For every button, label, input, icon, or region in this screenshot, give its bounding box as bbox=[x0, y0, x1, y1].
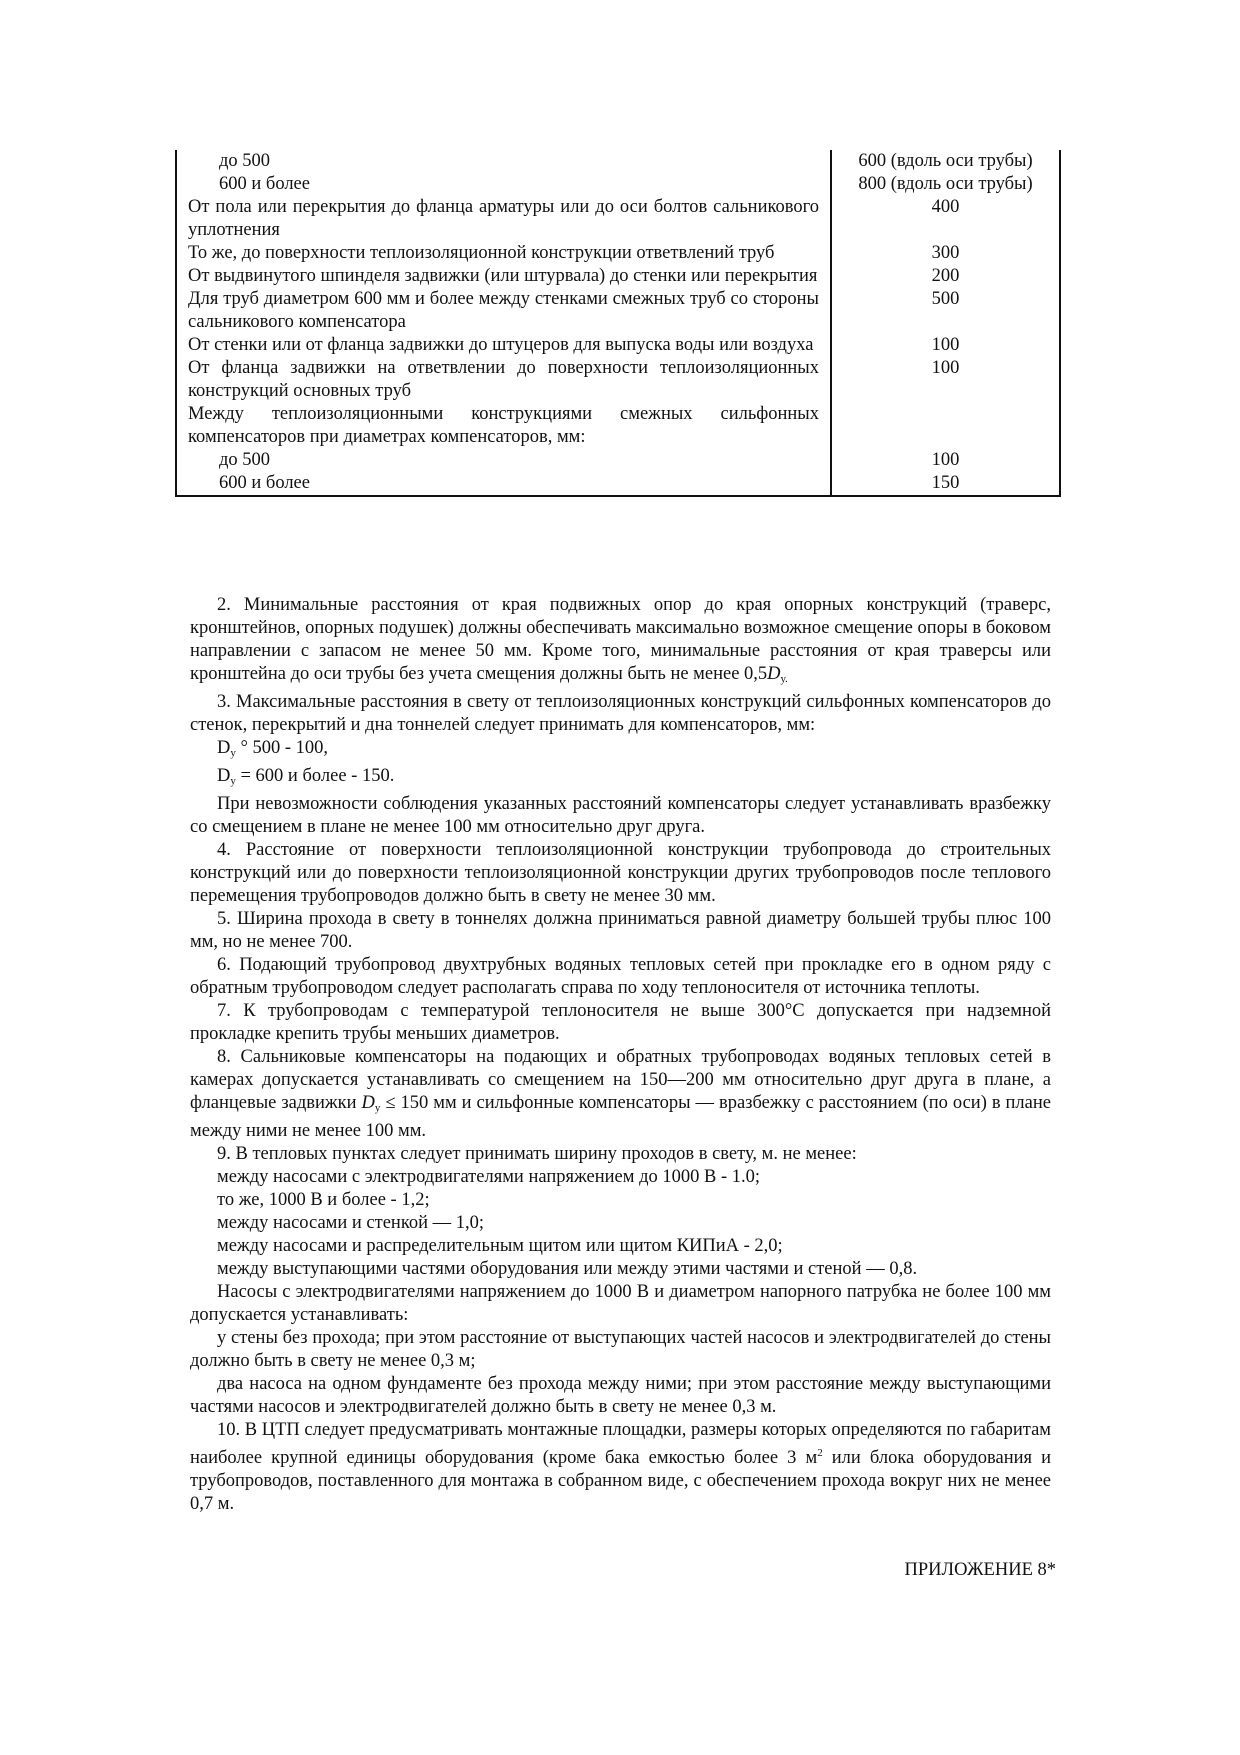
formula-2 bbox=[190, 765, 1051, 793]
row-label: От фланца задвижки на ответвлении до поверхности теплоизоляционных конструкций основных труб bbox=[176, 357, 831, 403]
note-3: 3. Максимальные расстояния в свету от теплоизоляционных конструкций сильфонных компенсаторов до стенок, перекрытий и дна тоннелей следует принимать для компенсаторов, мм: bbox=[190, 692, 1051, 735]
note-3b: При невозможности соблюдения указанных расстояний компенсаторы следует устанавливать вразбежку со смещением в плане не менее 100 мм относительно друг друга. bbox=[190, 794, 1051, 837]
note-9-item: между выступающими частями оборудования или между этими частями и стеной — 0,8. bbox=[217, 1259, 918, 1279]
row-label: Для труб диаметром 600 мм и более между стенками смежных труб со стороны сальникового компенсатора bbox=[176, 288, 831, 334]
row-value: 800 (вдоль оси трубы) bbox=[831, 173, 1060, 196]
row-value: 600 (вдоль оси трубы) bbox=[831, 150, 1060, 173]
subscript: у bbox=[374, 1102, 381, 1114]
note-text: ° 500 - 100, bbox=[235, 738, 329, 758]
note-text: 10. В ЦТП следует предусматривать монтажные площадки, размеры которых определяются по габаритам наиболее крупной единицы оборудования (кроме бака емкостью более 3 м bbox=[190, 1420, 1051, 1469]
note-9c: у стены без прохода; при этом расстояние от выступающих частей насосов и электродвигателей до стены должно быть в свету не менее 0,3 м; bbox=[190, 1328, 1051, 1371]
table-row bbox=[176, 334, 1060, 357]
row-label: 600 и более bbox=[176, 173, 831, 196]
table-row bbox=[176, 288, 1060, 334]
subscript: у bbox=[230, 775, 236, 787]
row-label: до 500 bbox=[176, 449, 831, 472]
note-8 bbox=[190, 1046, 1051, 1143]
row-value: 100 bbox=[831, 357, 1060, 403]
note-9-item: то же, 1000 В и более - 1,2; bbox=[217, 1190, 430, 1210]
note-9-item: между насосами с электродвигателями напряжением до 1000 В - 1.0; bbox=[217, 1167, 760, 1187]
table-row bbox=[176, 265, 1060, 288]
table-row bbox=[176, 150, 1060, 173]
row-value: 400 bbox=[831, 196, 1060, 242]
row-label: 600 и более bbox=[176, 472, 831, 496]
row-label: до 500 bbox=[176, 150, 831, 173]
table-row bbox=[176, 357, 1060, 403]
row-value: 100 bbox=[831, 449, 1060, 472]
row-value: 300 bbox=[831, 242, 1060, 265]
row-label: От стенки или от фланца задвижки до штуцеров для выпуска воды или воздуха bbox=[176, 334, 831, 357]
table-row bbox=[176, 196, 1060, 242]
row-value: 500 bbox=[831, 288, 1060, 334]
note-text: D bbox=[361, 1093, 375, 1113]
note-text: или блока оборудования и трубопроводов, поставленного для монтажа в собранном виде, с обеспечением прохода вокруг них не менее 0,7 м. bbox=[190, 1448, 1052, 1515]
note-9: 9. В тепловых пунктах следует принимать ширину проходов в свету, м. не менее: bbox=[217, 1144, 857, 1164]
note-text: ≤ 150 мм и сильфонные компенсаторы — вразбежку с расстоянием (по оси) в плане между ними не менее 100 мм. bbox=[190, 1093, 1051, 1141]
note-text: D bbox=[217, 766, 231, 786]
table-row bbox=[176, 449, 1060, 472]
row-value: 200 bbox=[831, 265, 1060, 288]
note-text: 8. Сальниковые компенсаторы на подающих и обратных трубопроводах водяных тепловых сетей в камерах допускается устанавливать со смещением на 150—200 мм относительно друг друга в плане, а фланцевые задвижки bbox=[190, 1047, 1051, 1113]
row-value: 100 bbox=[831, 334, 1060, 357]
row-value: 150 bbox=[831, 472, 1060, 496]
table-row bbox=[176, 242, 1060, 265]
note-9d: два насоса на одном фундаменте без прохода между ними; при этом расстояние между выступающими частями насосов и электродвигателей должно быть в свету не менее 0,3 м. bbox=[190, 1374, 1051, 1417]
formula-1 bbox=[190, 737, 1051, 765]
table-row bbox=[176, 173, 1060, 196]
row-label: То же, до поверхности теплоизоляционной конструкции ответвлений труб bbox=[176, 242, 831, 265]
row-label: От выдвинутого шпинделя задвижки (или штурвала) до стенки или перекрытия bbox=[176, 265, 831, 288]
superscript: 2 bbox=[817, 1447, 823, 1459]
note-text: = 600 и более - 150. bbox=[235, 766, 395, 786]
table-row bbox=[176, 472, 1060, 496]
note-text: D bbox=[767, 664, 781, 684]
row-value bbox=[831, 403, 1060, 449]
note-text: D bbox=[217, 738, 231, 758]
row-label: От пола или перекрытия до фланца арматуры или до оси болтов сальникового уплотнения bbox=[176, 196, 831, 242]
appendix-heading: ПРИЛОЖЕНИЕ 8* bbox=[904, 1560, 1056, 1580]
subscript: у. bbox=[780, 673, 788, 685]
note-4: 4. Расстояние от поверхности теплоизоляционной конструкции трубопровода до строительных конструкций или до поверхности теплоизоляционной конструкции других трубопроводов после теплового перемещения трубопроводов должно быть в свету не менее 30 мм. bbox=[190, 840, 1051, 906]
table-row bbox=[176, 403, 1060, 449]
note-9-item: между насосами и стенкой — 1,0; bbox=[217, 1213, 485, 1233]
note-9-item: между насосами и распределительным щитом или щитом КИПиА - 2,0; bbox=[217, 1236, 783, 1256]
note-5: 5. Ширина прохода в свету в тоннелях должна приниматься равной диаметру большей трубы плюс 100 мм, но не менее 700. bbox=[190, 909, 1051, 952]
note-7: 7. К трубопроводам с температурой теплоносителя не выше 300°С допускается при надземной прокладке крепить трубы меньших диаметров. bbox=[190, 1001, 1051, 1044]
note-2 bbox=[190, 594, 1051, 691]
notes-text bbox=[190, 594, 1051, 1516]
note-9b: Насосы с электродвигателями напряжением до 1000 В и диаметром напорного патрубка не более 100 мм допускается устанавливать: bbox=[190, 1282, 1051, 1325]
note-6: 6. Подающий трубопровод двухтрубных водяных тепловых сетей при прокладке его в одном ряду с обратным трубопроводом следует располагать справа по ходу теплоносителя от источника теплоты. bbox=[190, 955, 1051, 998]
note-10 bbox=[190, 1419, 1051, 1516]
distance-table bbox=[175, 150, 1061, 497]
subscript: у bbox=[230, 747, 236, 759]
row-label: Между теплоизоляционными конструкциями смежных сильфонных компенсаторов при диаметрах компенсаторов, мм: bbox=[176, 403, 831, 449]
note-text: 2. Минимальные расстояния от края подвижных опор до края опорных конструкций (траверс, кронштейнов, опорных подушек) должны обеспечивать максимально возможное смещение опоры в боковом направлении с запасом не менее 50 мм. Кроме того, минимальные расстояния от края траверсы или кронштейна до оси трубы без учета смещения должны быть не менее 0,5 bbox=[190, 595, 1051, 684]
